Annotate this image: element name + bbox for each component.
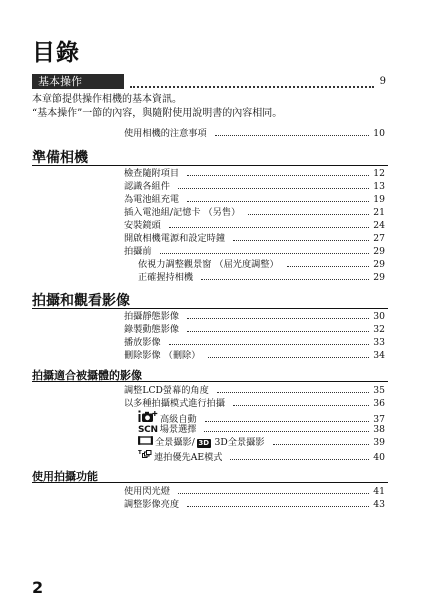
toc-entry-text: 錄製動態影像	[124, 324, 180, 335]
toc-entry-page: 36	[373, 398, 385, 409]
toc-entry-text: 場景選擇	[159, 424, 197, 435]
leader-dots	[204, 431, 369, 432]
toc-entry-text: 調整LCD螢幕的角度	[124, 385, 209, 396]
toc-entry-text: 依視力調整觀景窗 （屈光度調整）	[138, 259, 279, 270]
toc-entry[interactable]	[124, 498, 385, 511]
toc-entry-page: 35	[373, 385, 385, 396]
leader-dots	[187, 331, 369, 332]
intro-line: “基本操作”一節的內容，與隨附使用說明書的內容相同。	[32, 108, 283, 119]
toc-subentry[interactable]	[138, 271, 385, 284]
toc-entry[interactable]	[124, 336, 385, 349]
leader-dots	[205, 421, 370, 422]
toc-entry-text: 正確握持相機	[138, 272, 194, 283]
leader-dots	[215, 135, 370, 136]
section-heading: 拍攝和觀看影像	[32, 290, 388, 309]
toc-entry-text: 使用相機的注意事項	[124, 128, 207, 139]
toc-entry[interactable]	[124, 384, 385, 397]
toc-entry[interactable]	[124, 323, 385, 336]
toc-entry-page: 29	[373, 272, 385, 283]
leader-dots	[178, 493, 369, 494]
leader-dots	[187, 318, 369, 319]
toc-entry-page: 24	[373, 220, 385, 231]
leader-dots	[187, 201, 369, 202]
leader-dots	[248, 214, 369, 215]
leader-dots	[208, 357, 369, 358]
leader-dots	[130, 76, 374, 88]
leader-dots	[287, 266, 370, 267]
toc-subentry[interactable]	[138, 410, 385, 423]
3d-icon: 3D	[198, 439, 210, 447]
basic-operation-tag: 基本操作	[32, 74, 124, 89]
toc-entry-page: 41	[373, 486, 385, 497]
toc-entry-page: 29	[373, 246, 385, 257]
leader-dots	[233, 240, 369, 241]
toc-entry-page: 43	[373, 499, 385, 510]
scn-icon: SCN	[138, 425, 158, 435]
toc-entry-text: 刪除影像 （刪除）	[124, 350, 201, 361]
toc-entry-page: 30	[373, 311, 385, 322]
toc-entry-text: 認識各組件	[124, 181, 170, 192]
toc-entry-page: 21	[373, 207, 385, 218]
toc-entry-page: 27	[373, 233, 385, 244]
toc-entry-page: 40	[373, 452, 385, 463]
leader-dots	[217, 392, 369, 393]
toc-entry[interactable]	[124, 127, 385, 140]
toc-entry-text: 插入電池組/記憶卡 （另售）	[124, 207, 241, 218]
toc-entry-page: 10	[373, 128, 385, 139]
toc-entry-text: 拍攝前	[124, 246, 152, 257]
section-heading: 拍攝適合被攝體的影像	[32, 367, 388, 382]
leader-dots	[169, 344, 370, 345]
toc-entry[interactable]	[124, 206, 385, 219]
toc-entry-text: 以多種拍攝模式進行拍攝	[124, 398, 226, 409]
toc-entry-text: 播放影像	[124, 337, 161, 348]
toc-entry-text: 使用閃光燈	[124, 486, 170, 497]
leader-dots	[187, 506, 369, 507]
toc-entry-text: 檢查隨附項目	[124, 168, 180, 179]
basic-operation-page: 9	[379, 76, 386, 87]
toc-subentry[interactable]	[138, 258, 385, 271]
toc-entry[interactable]	[124, 245, 385, 258]
intelligent-auto-plus-icon	[138, 410, 158, 422]
toc-entry[interactable]	[124, 397, 385, 410]
toc-entry-text: 高級自動	[160, 414, 197, 425]
leader-dots	[230, 459, 369, 460]
toc-entry-page: 12	[373, 168, 385, 179]
toc-entry-page: 29	[373, 259, 385, 270]
toc-entry-text: 調整影像亮度	[124, 499, 180, 510]
leader-dots	[178, 188, 369, 189]
leader-dots	[233, 405, 369, 406]
toc-entry[interactable]	[124, 232, 385, 245]
toc-entry-page: 34	[373, 350, 385, 361]
toc-entry-page: 32	[373, 324, 385, 335]
continuous-priority-icon	[138, 449, 152, 460]
section-heading: 使用拍攝功能	[32, 468, 388, 483]
toc-entry-page: 39	[373, 437, 385, 448]
toc-entry[interactable]	[124, 219, 385, 232]
toc-subentry[interactable]	[138, 423, 385, 436]
section-heading: 準備相機	[32, 147, 388, 166]
leader-dots	[160, 253, 370, 254]
page-number: 2	[32, 578, 44, 597]
intro-line: 本章節提供操作相機的基本資訊。	[32, 94, 182, 105]
svg-text:T: T	[138, 450, 142, 456]
leader-dots	[169, 227, 370, 228]
toc-entry-text: 安裝鏡頭	[124, 220, 161, 231]
toc-entry-text: 全景攝影/	[155, 437, 195, 448]
page-title: 目錄	[32, 40, 80, 66]
panorama-icon	[138, 436, 153, 445]
toc-subentry[interactable]	[138, 436, 385, 449]
leader-dots	[187, 175, 369, 176]
toc-entry-page: 19	[373, 194, 385, 205]
toc-entry-page: 37	[373, 414, 385, 425]
toc-entry[interactable]	[124, 193, 385, 206]
toc-entry[interactable]	[124, 310, 385, 323]
toc-entry[interactable]	[124, 180, 385, 193]
toc-entry[interactable]	[124, 167, 385, 180]
leader-dots	[273, 444, 370, 445]
toc-entry-text: 連拍優先AE模式	[154, 452, 223, 463]
basic-operation-row[interactable]	[32, 74, 388, 89]
toc-entry[interactable]	[124, 485, 385, 498]
toc-entry-page: 13	[373, 181, 385, 192]
toc-entry[interactable]	[124, 349, 385, 362]
toc-subentry[interactable]	[138, 449, 385, 462]
toc-entry-text: 拍攝靜態影像	[124, 311, 180, 322]
leader-dots	[201, 279, 369, 280]
toc-entry-text: 開啟相機電源和設定時鐘	[124, 233, 226, 244]
toc-entry-page: 33	[373, 337, 385, 348]
toc-entry-text: 3D全景攝影	[214, 437, 265, 448]
toc-entry-page: 38	[373, 424, 385, 435]
toc-entry-text: 為電池組充電	[124, 194, 180, 205]
